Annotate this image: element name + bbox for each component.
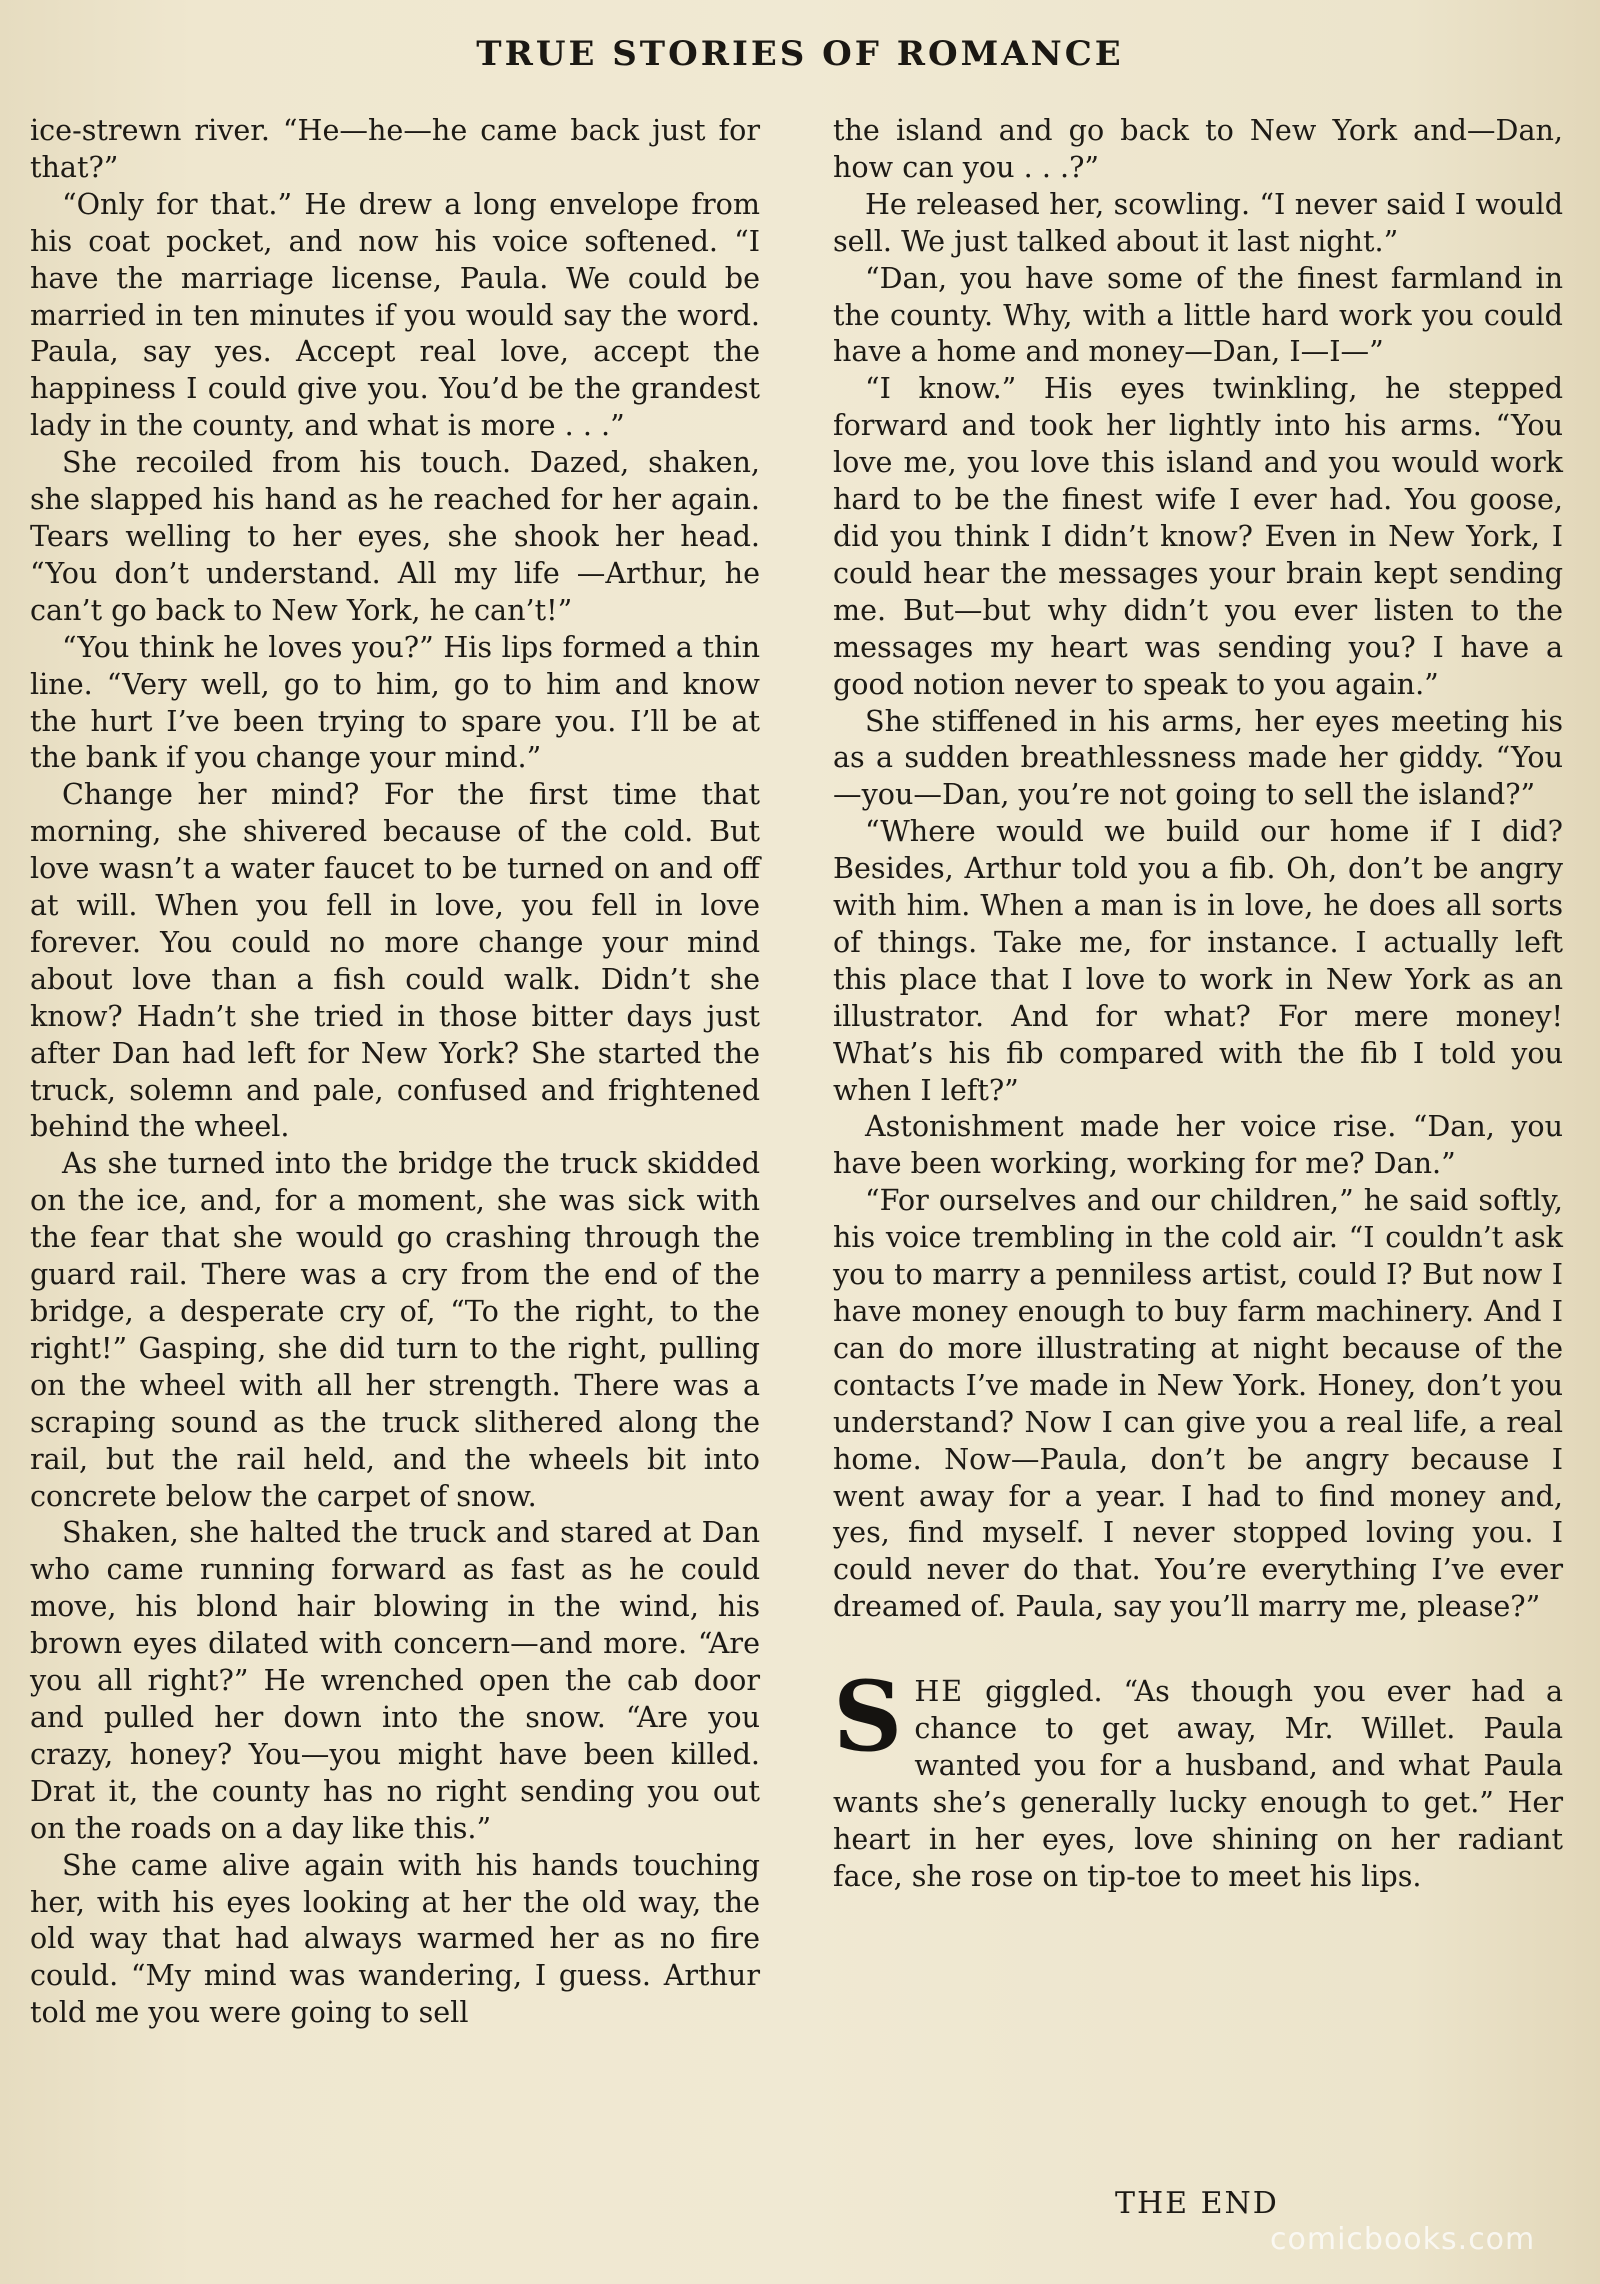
- paragraph: “You think he loves you?” His lips formed a thin line. “Very well, go to him, go to him and know the hurt I’ve been trying to spare you. I’ll be at the bank if you change your mind.”: [30, 629, 760, 775]
- paragraph: She came alive again with his hands touching her, with his eyes looking at her the old way, the old way that had always warmed her as no fire could. “My mind was wandering, I guess. Arthur told me you were going to sell: [30, 1847, 760, 2030]
- site-watermark: comicbooks.com: [1270, 2222, 1536, 2257]
- final-paragraph: [833, 1660, 1563, 1894]
- paragraph: Shaken, she halted the truck and stared at Dan who came running forward as fast as he could move, his blond hair blowing in the wind, his brown eyes dilated with concern—and more. “Are you all right?” He wrenched open the cab door and pulled her down into the snow. “Are you crazy, honey? You—you might have been killed. Drat it, the county has no right sending you out on the roads on a day like this.”: [30, 1515, 760, 1845]
- drop-cap-letter: S: [833, 1660, 903, 1774]
- section-break: [833, 1625, 1563, 1673]
- paragraph: “Dan, you have some of the finest farmland in the county. Why, with a little hard work you could have a home and money—Dan, I—I—”: [833, 260, 1563, 369]
- right-text-column: [833, 112, 1563, 1895]
- left-text-column: [30, 112, 760, 2031]
- paragraph: “I know.” His eyes twinkling, he stepped forward and took her lightly into his arms. “You love me, you love this island and you would work hard to be the finest wife I ever had. You goose, did you think I didn’t know? Even in New York, I could hear the messages your brain kept sending me. But—but why didn’t you ever listen to the messages my heart was sending you? I have a good notion never to speak to you again.”: [833, 371, 1563, 701]
- paragraph: “Where would we build our home if I did? Besides, Arthur told you a fib. Oh, don’t be angry with him. When a man is in love, he does all sorts of things. Take me, for instance. I actually left this place that I love to work in New York as an illustrator. And for what? For mere money! What’s his fib compared with the fib I told you when I left?”: [833, 814, 1563, 1107]
- paragraph: “Only for that.” He drew a long envelope from his coat pocket, and now his voice softened. “I have the marriage license, Paula. We could be married in ten minutes if you would say the word. Paula, say yes. Accept real love, accept the happiness I could give you. You’d be the grandest lady in the county, and what is more . . .”: [30, 186, 760, 443]
- paragraph: ice-strewn river. “He—he—he came back just for that?”: [30, 113, 760, 184]
- paragraph: He released her, scowling. “I never said I would sell. We just talked about it last night.”: [833, 186, 1563, 258]
- paragraph: As she turned into the bridge the truck skidded on the ice, and, for a moment, she was sick with the fear that she would go crashing through the guard rail. There was a cry from the end of the bridge, a desperate cry of, “To the right, to the right!” Gasping, she did turn to the right, pulling on the wheel with all her strength. There was a scraping sound as the truck slithered along the rail, but the rail held, and the wheels bit into concrete below the carpet of snow.: [30, 1146, 760, 1513]
- paragraph: “For ourselves and our children,” he said softly, his voice trembling in the cold air. “I couldn’t ask you to marry a penniless artist, could I? But now I have money enough to buy farm machinery. And I can do more illustrating at night because of the contacts I’ve made in New York. Honey, don’t you understand? Now I can give you a real life, a real home. Now—Paula, don’t be angry because I went away for a year. I had to find money and, yes, find myself. I never stopped loving you. I could never do that. You’re everything I’ve ever dreamed of. Paula, say you’ll marry me, please?”: [833, 1183, 1563, 1624]
- the-end-label: THE END: [1115, 2186, 1279, 2221]
- paragraph: the island and go back to New York and—Dan, how can you . . .?”: [833, 113, 1563, 184]
- drop-cap-lead: HE: [914, 1674, 965, 1709]
- paragraph: She stiffened in his arms, her eyes meeting his as a sudden breathlessness made her giddy. “You—you—Dan, you’re not going to sell the island?”: [833, 703, 1563, 812]
- paragraph: Astonishment made her voice rise. “Dan, you have been working, working for me? Dan.”: [833, 1109, 1563, 1181]
- page-header-title: TRUE STORIES OF ROMANCE: [476, 34, 1124, 74]
- final-paragraph-text: giggled. “As though you ever had a chance to get away, Mr. Willet. Paula wanted you for a husband, and what Paula wants she’s generally lucky enough to get.” Her heart in her eyes, love shining on her radiant face, she rose on tip-toe to meet his lips.: [833, 1674, 1563, 1893]
- paragraph: Change her mind? For the first time that morning, she shivered because of the cold. But love wasn’t a water faucet to be turned on and off at will. When you fell in love, you fell in love forever. You could no more change your mind about love than a fish could walk. Didn’t she know? Hadn’t she tried in those bitter days just after Dan had left for New York? She started the truck, solemn and pale, confused and frightened behind the wheel.: [30, 777, 760, 1144]
- paragraph: She recoiled from his touch. Dazed, shaken, she slapped his hand as he reached for her again. Tears welling to her eyes, she shook her head. “You don’t understand. All my life —Arthur, he can’t go back to New York, he can’t!”: [30, 445, 760, 627]
